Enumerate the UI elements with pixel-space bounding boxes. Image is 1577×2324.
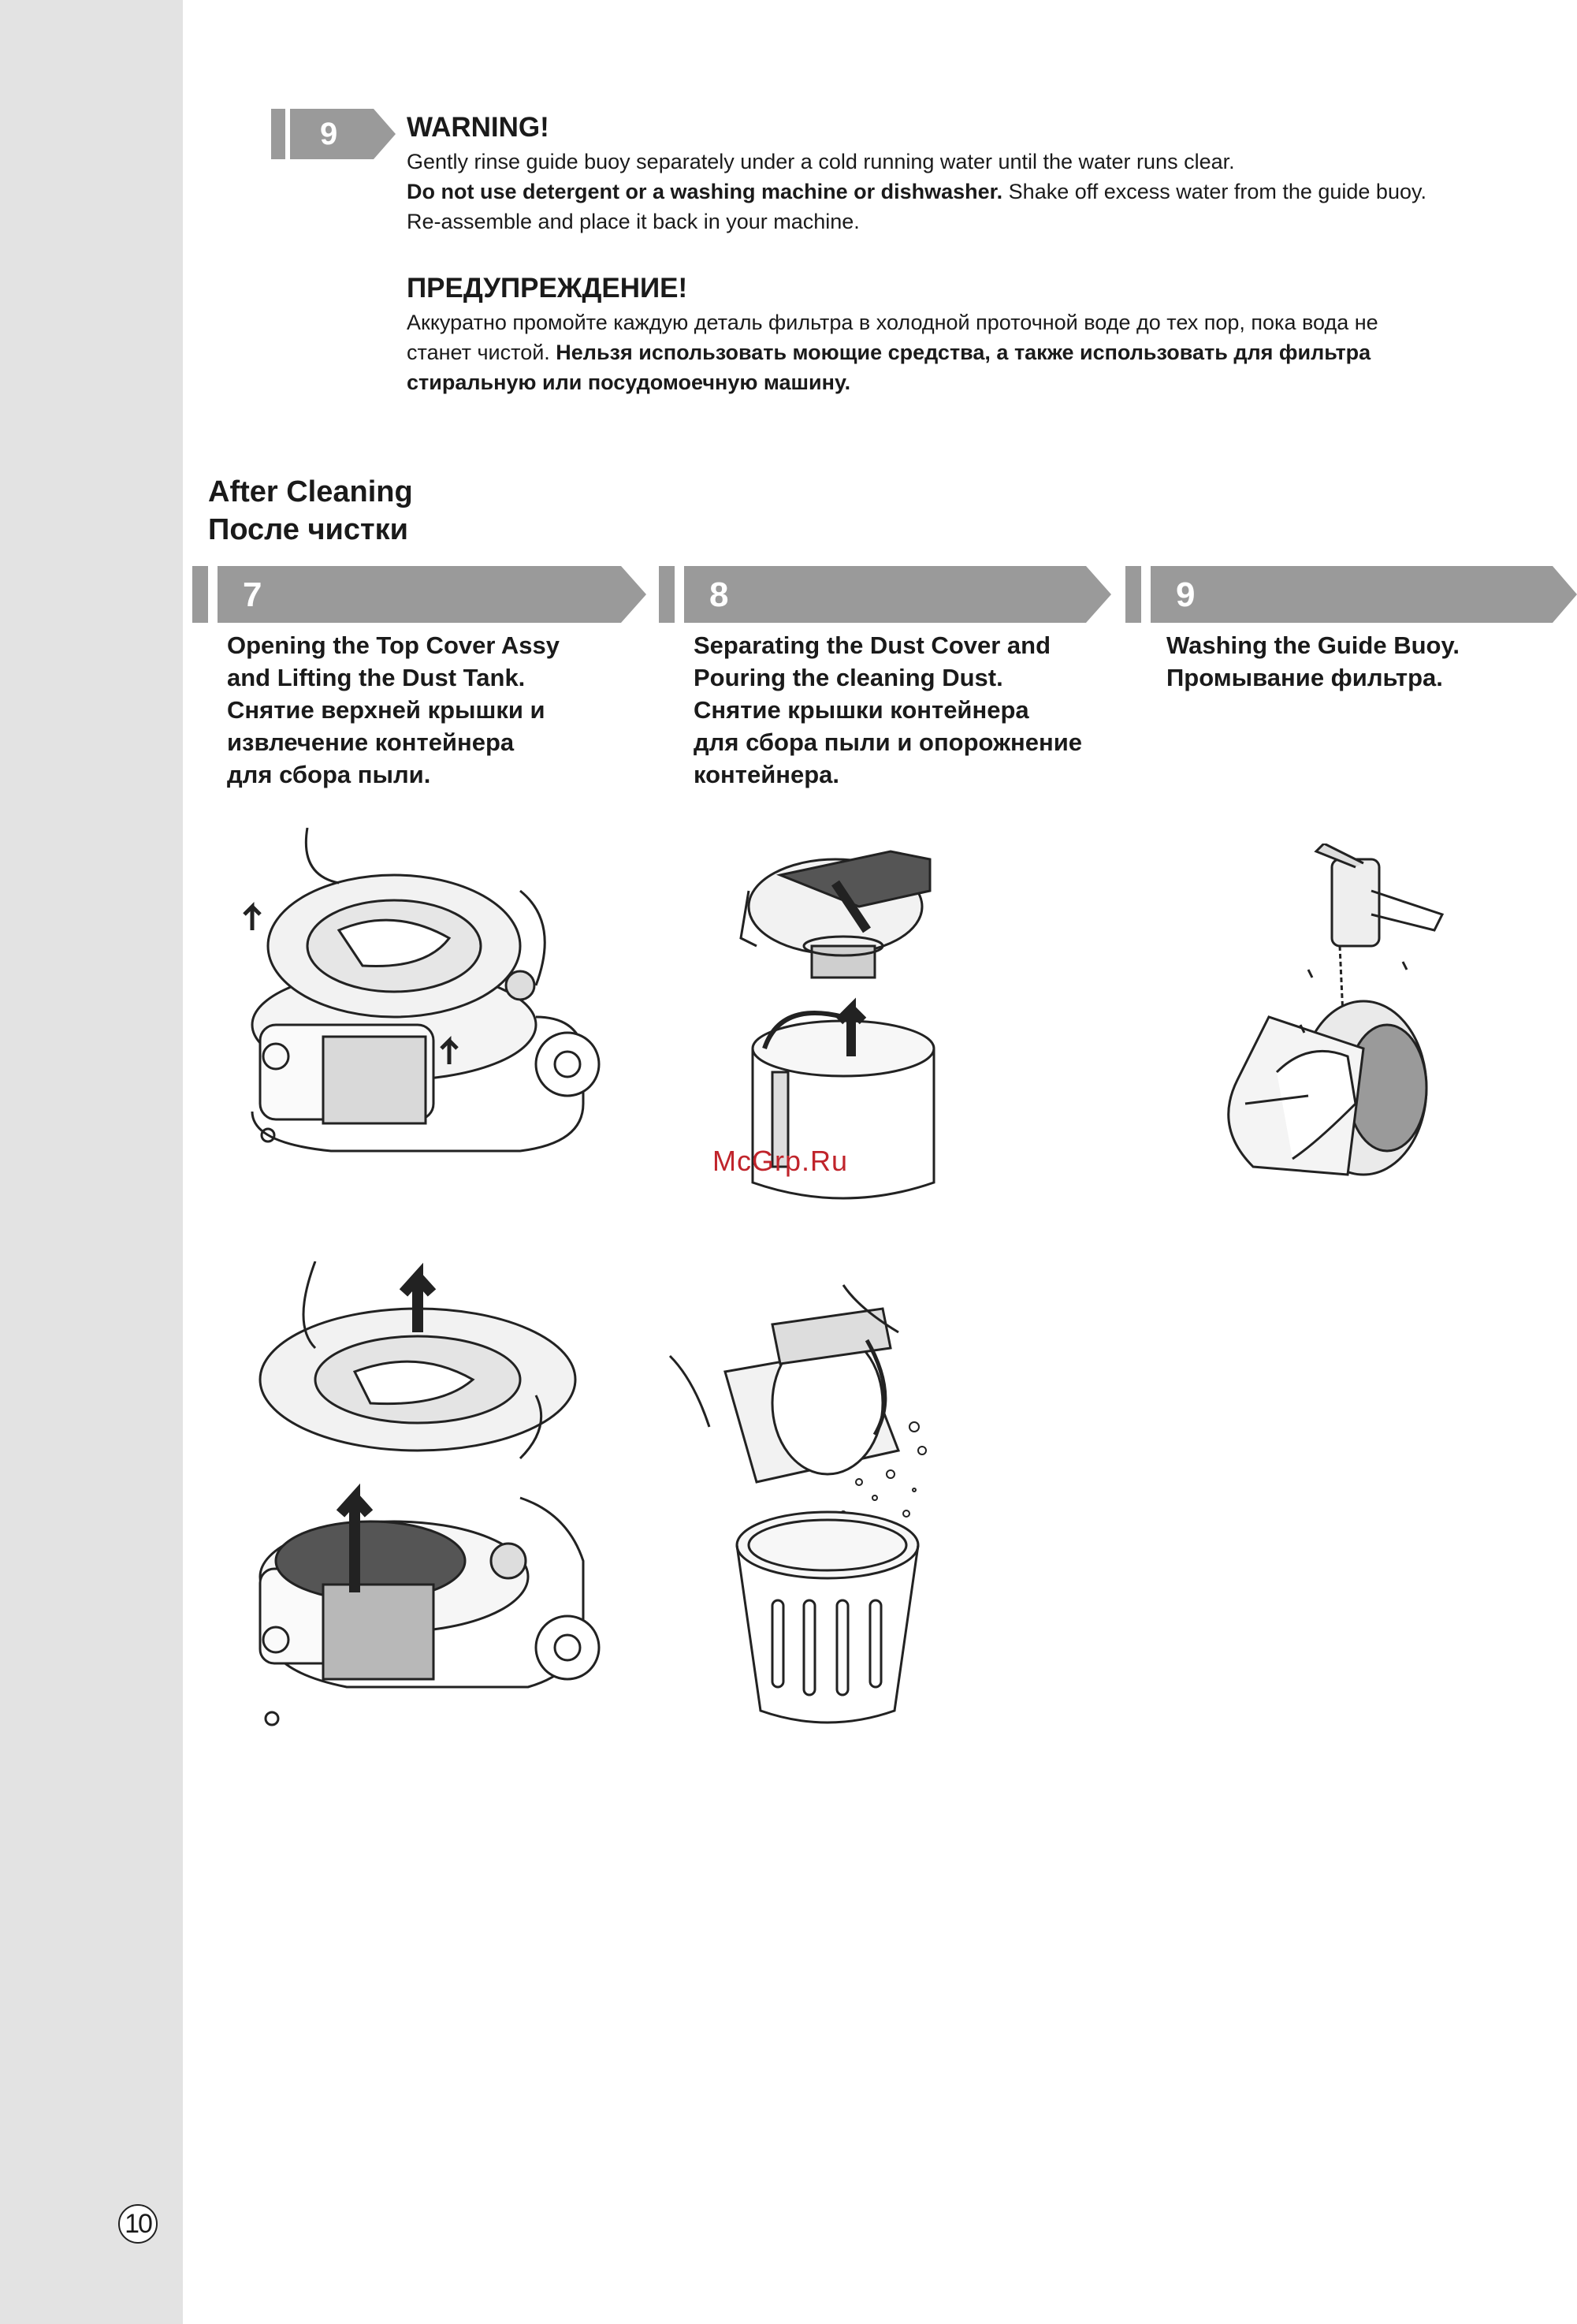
warning-text-en-2	[407, 177, 1542, 207]
warning-bold-ru-1: Нельзя использовать моющие средства, а также использовать для фильтра	[556, 341, 1371, 364]
caption-line: Снятие крышки контейнера	[694, 696, 1029, 724]
section-title-en: After Cleaning	[208, 475, 413, 508]
caption-line: для сбора пыли и опорожнение	[694, 728, 1083, 756]
left-margin-band	[0, 0, 183, 2324]
step-9-caption	[1166, 629, 1460, 694]
step-7-caption	[227, 629, 560, 791]
warning-ru	[407, 271, 1542, 397]
warning-text-en-1: Gently rinse guide buoy separately under a cold running water until the water runs clear.	[407, 150, 1235, 173]
section-title-ru: После чистки	[208, 513, 409, 546]
caption-line: Pouring the cleaning Dust.	[694, 664, 1003, 691]
watermark: McGrp.Ru	[712, 1145, 849, 1177]
vacuum-lift-dust-tank-illustration	[236, 1261, 623, 1766]
pouring-dust-into-bin-illustration	[662, 1277, 993, 1750]
warning-bold-en: Do not use detergent or a washing machine or dishwasher.	[407, 180, 1003, 203]
step-9-number: 9	[1176, 575, 1196, 614]
caption-line: Opening the Top Cover Assy	[227, 631, 560, 659]
caption-line: извлечение контейнера	[227, 728, 515, 756]
step-8-header	[659, 566, 1111, 623]
warning-text-ru-2-start: станет чистой.	[407, 341, 556, 364]
washing-guide-buoy-illustration	[1206, 844, 1466, 1206]
caption-line: Separating the Dust Cover and	[694, 631, 1051, 659]
badge-arrow-shape	[290, 109, 396, 159]
step-8-arrow-shape	[684, 566, 1111, 623]
caption-line: Washing the Guide Buoy.	[1166, 631, 1460, 659]
warning-text-en-2-rest: Shake off excess water from the guide buoy.	[1002, 180, 1426, 203]
page-number: 10	[118, 2204, 158, 2244]
warning-bold-ru-2: стиральную или посудомоечную машину.	[407, 371, 851, 394]
warning-title-ru: ПРЕДУПРЕЖДЕНИЕ!	[407, 273, 688, 304]
step-9-header	[1125, 566, 1577, 623]
step-7-header	[192, 566, 646, 623]
warning-step-number: 9	[320, 117, 338, 151]
step-7-arrow-shape	[218, 566, 646, 623]
step-8-number: 8	[709, 575, 729, 614]
warning-en	[407, 110, 1542, 236]
warning-text-en-3: Re-assemble and place it back in your machine.	[407, 210, 860, 233]
caption-line: для сбора пыли.	[227, 761, 431, 788]
warning-text-ru-2	[407, 337, 1542, 367]
step-8-caption	[694, 629, 1082, 791]
warning-text-ru-1: Аккуратно промойте каждую деталь фильтра в холодной проточной воде до тех пор, пока вода не	[407, 311, 1378, 334]
step-7-number: 7	[243, 575, 262, 614]
warning-title-en: WARNING!	[407, 112, 549, 143]
step-9-arrow-shape	[1151, 566, 1577, 623]
caption-line: and Lifting the Dust Tank.	[227, 664, 526, 691]
caption-line: Промывание фильтра.	[1166, 664, 1443, 691]
vacuum-open-cover-illustration	[236, 828, 623, 1175]
warning-step-badge	[271, 109, 396, 159]
warning-text-ru-3	[407, 367, 1542, 397]
caption-line: контейнера.	[694, 761, 840, 788]
section-title	[208, 473, 413, 549]
caption-line: Снятие верхней крышки и	[227, 696, 545, 724]
